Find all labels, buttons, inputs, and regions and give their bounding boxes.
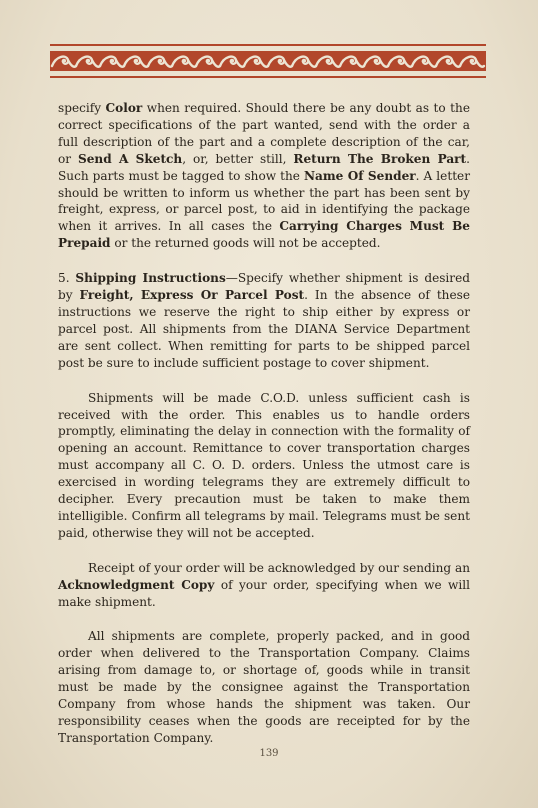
bold-term: Name Of Sender <box>303 168 416 183</box>
bold-term: Acknowledgment Copy <box>58 577 215 592</box>
text-run: or the returned goods will not be accepted. <box>110 236 381 251</box>
text-run: . A letter should be written to inform us whether the part has been sent by freight, express, or parcel post, to aid in identifying the package when it arrives. In all cases the <box>58 168 470 234</box>
text-run: specify <box>58 101 106 115</box>
body-text <box>58 100 470 765</box>
text-run: Shipments will be made C.O.D. unless sufficient cash is received with the order. This enables us to handle orders promptly, eliminating the delay in connection with the formality of opening an account. Remittance to cover transportation charges must accompany all C. O. D. orders. Unless the utmost care is exercised in wording telegrams they are extremely difficult to decipher. Every precaution must be taken to make them intelligible. Confirm all telegrams by mail. Telegrams must be sent paid, otherwise they will not be accepted. <box>58 390 470 540</box>
page-number: 139 <box>259 748 279 759</box>
paragraph <box>58 270 470 371</box>
wave-scroll-border-icon <box>50 44 486 78</box>
text-run: 5. <box>58 271 76 286</box>
text-run: . In the absence of these instructions we reserve the right to ship either by express or parcel post. All shipments from the DIANA Service Department are sent collect. When remitting for parts to be shipped parcel post be sure to include sufficient postage to cover shipment. <box>58 288 470 370</box>
bold-term: Send A Sketch <box>78 151 183 166</box>
paragraph <box>58 560 470 611</box>
bold-term: Freight, Express Or Parcel Post <box>79 288 305 303</box>
text-run: , or, better still, <box>182 151 294 166</box>
bold-term: Shipping Instructions <box>75 271 226 286</box>
text-run: —Specify whether shipment is desired by <box>58 271 470 303</box>
text-run: Receipt of your order will be acknowledged by our sending an <box>88 560 470 575</box>
bold-term: Carrying Charges Must Be Prepaid <box>58 219 470 251</box>
paragraph <box>58 628 470 746</box>
text-run: . Such parts must be tagged to show the <box>58 151 471 183</box>
text-run: when required. Should there be any doubt as to the correct specifications of the part wanted, send with the order a full description of the part and a complete description of the car, or <box>58 101 470 166</box>
text-run: of your order, specifying when we will make shipment. <box>58 577 470 609</box>
bold-term: Return The Broken Part <box>293 151 467 166</box>
paragraph <box>58 390 470 542</box>
paragraph <box>58 100 470 252</box>
bold-term: Color <box>105 101 143 115</box>
text-run: All shipments are complete, properly packed, and in good order when delivered to the Transportation Company. Claims arising from damage to, or shortage of, goods while in transit must be made by the consignee against the Transportation Company from whose hands the shipment was taken. Our responsibility ceases when the goods are receipted for by the Transportation Company. <box>58 629 470 745</box>
